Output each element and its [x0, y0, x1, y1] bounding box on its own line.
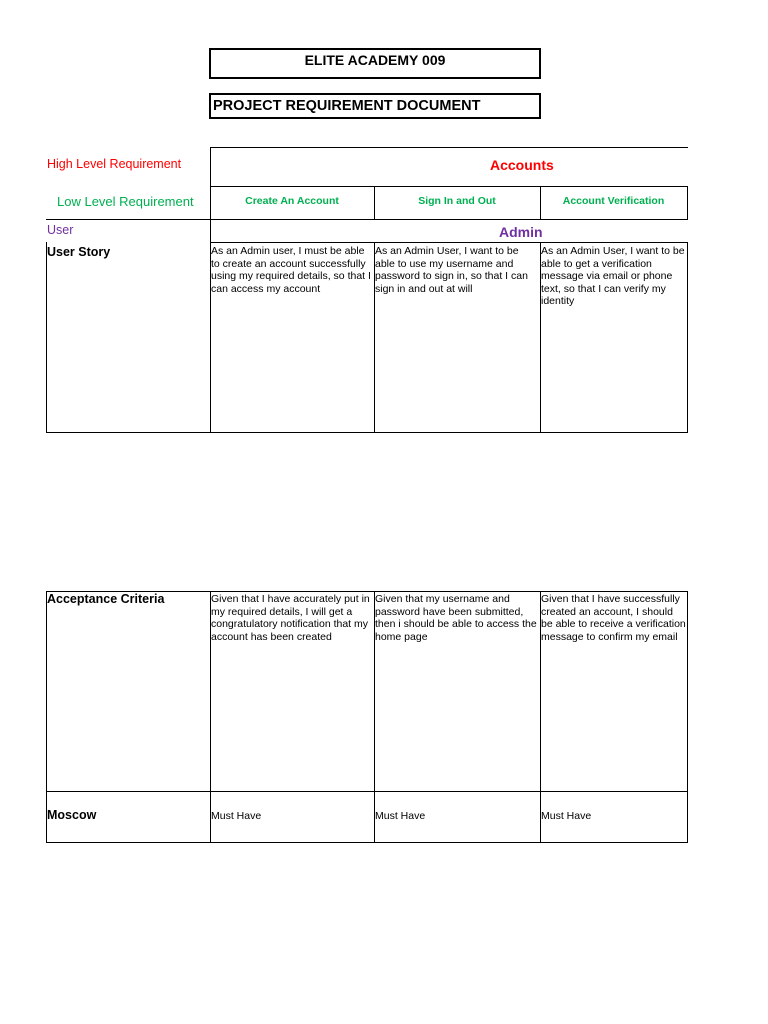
- acceptance-criteria-cell: Given that I have accurately put in my required details, I will get a congratulatory notification that my account has been created: [211, 593, 370, 643]
- grid-line: [687, 186, 688, 219]
- high-level-requirement-label: High Level Requirement: [47, 157, 182, 171]
- grid-line: [46, 219, 688, 220]
- user-story-label: User Story: [47, 245, 111, 259]
- high-level-requirement-value: Accounts: [490, 157, 554, 173]
- user-story-cell: As an Admin user, I must be able to create an account successfully using my required details, so that I can access my account: [211, 245, 371, 295]
- moscow-cell: Must Have: [375, 810, 426, 822]
- document-subtitle: PROJECT REQUIREMENT DOCUMENT: [209, 93, 541, 119]
- acceptance-criteria-cell: Given that I have successfully created an account, I should be able to receive a verification message to confirm my email: [541, 593, 686, 643]
- grid-line: [46, 842, 688, 843]
- user-story-cell: As an Admin User, I want to be able to use my username and password to sign in, so that I can sign in and out at will: [375, 245, 528, 295]
- grid-line: [46, 242, 47, 432]
- moscow-cell: Must Have: [211, 810, 262, 822]
- grid-line: [687, 591, 688, 843]
- grid-line: [46, 432, 688, 433]
- moscow-cell: Must Have: [541, 810, 592, 822]
- user-label: User: [47, 223, 74, 237]
- user-value: Admin: [499, 224, 543, 240]
- acceptance-criteria-label: Acceptance Criteria: [47, 592, 165, 606]
- grid-line: [687, 242, 688, 432]
- grid-line: [210, 242, 688, 243]
- user-story-cell: As an Admin User, I want to be able to get a verification message via email or phone text, so that I can verify my identity: [541, 245, 685, 308]
- grid-line: [210, 186, 688, 187]
- low-level-item-create-account: Create An Account: [245, 195, 339, 207]
- grid-line: [46, 591, 47, 843]
- document-title: ELITE ACADEMY 009: [209, 48, 541, 79]
- grid-line: [210, 147, 688, 148]
- low-level-item-sign-in-out: Sign In and Out: [418, 195, 496, 207]
- grid-line: [46, 791, 688, 792]
- low-level-item-account-verification: Account Verification: [562, 195, 665, 207]
- acceptance-criteria-cell: Given that my username and password have been submitted, then i should be able to access the home page: [375, 593, 537, 643]
- low-level-requirement-label: Low Level Requirement: [57, 194, 194, 209]
- moscow-label: Moscow: [47, 808, 97, 822]
